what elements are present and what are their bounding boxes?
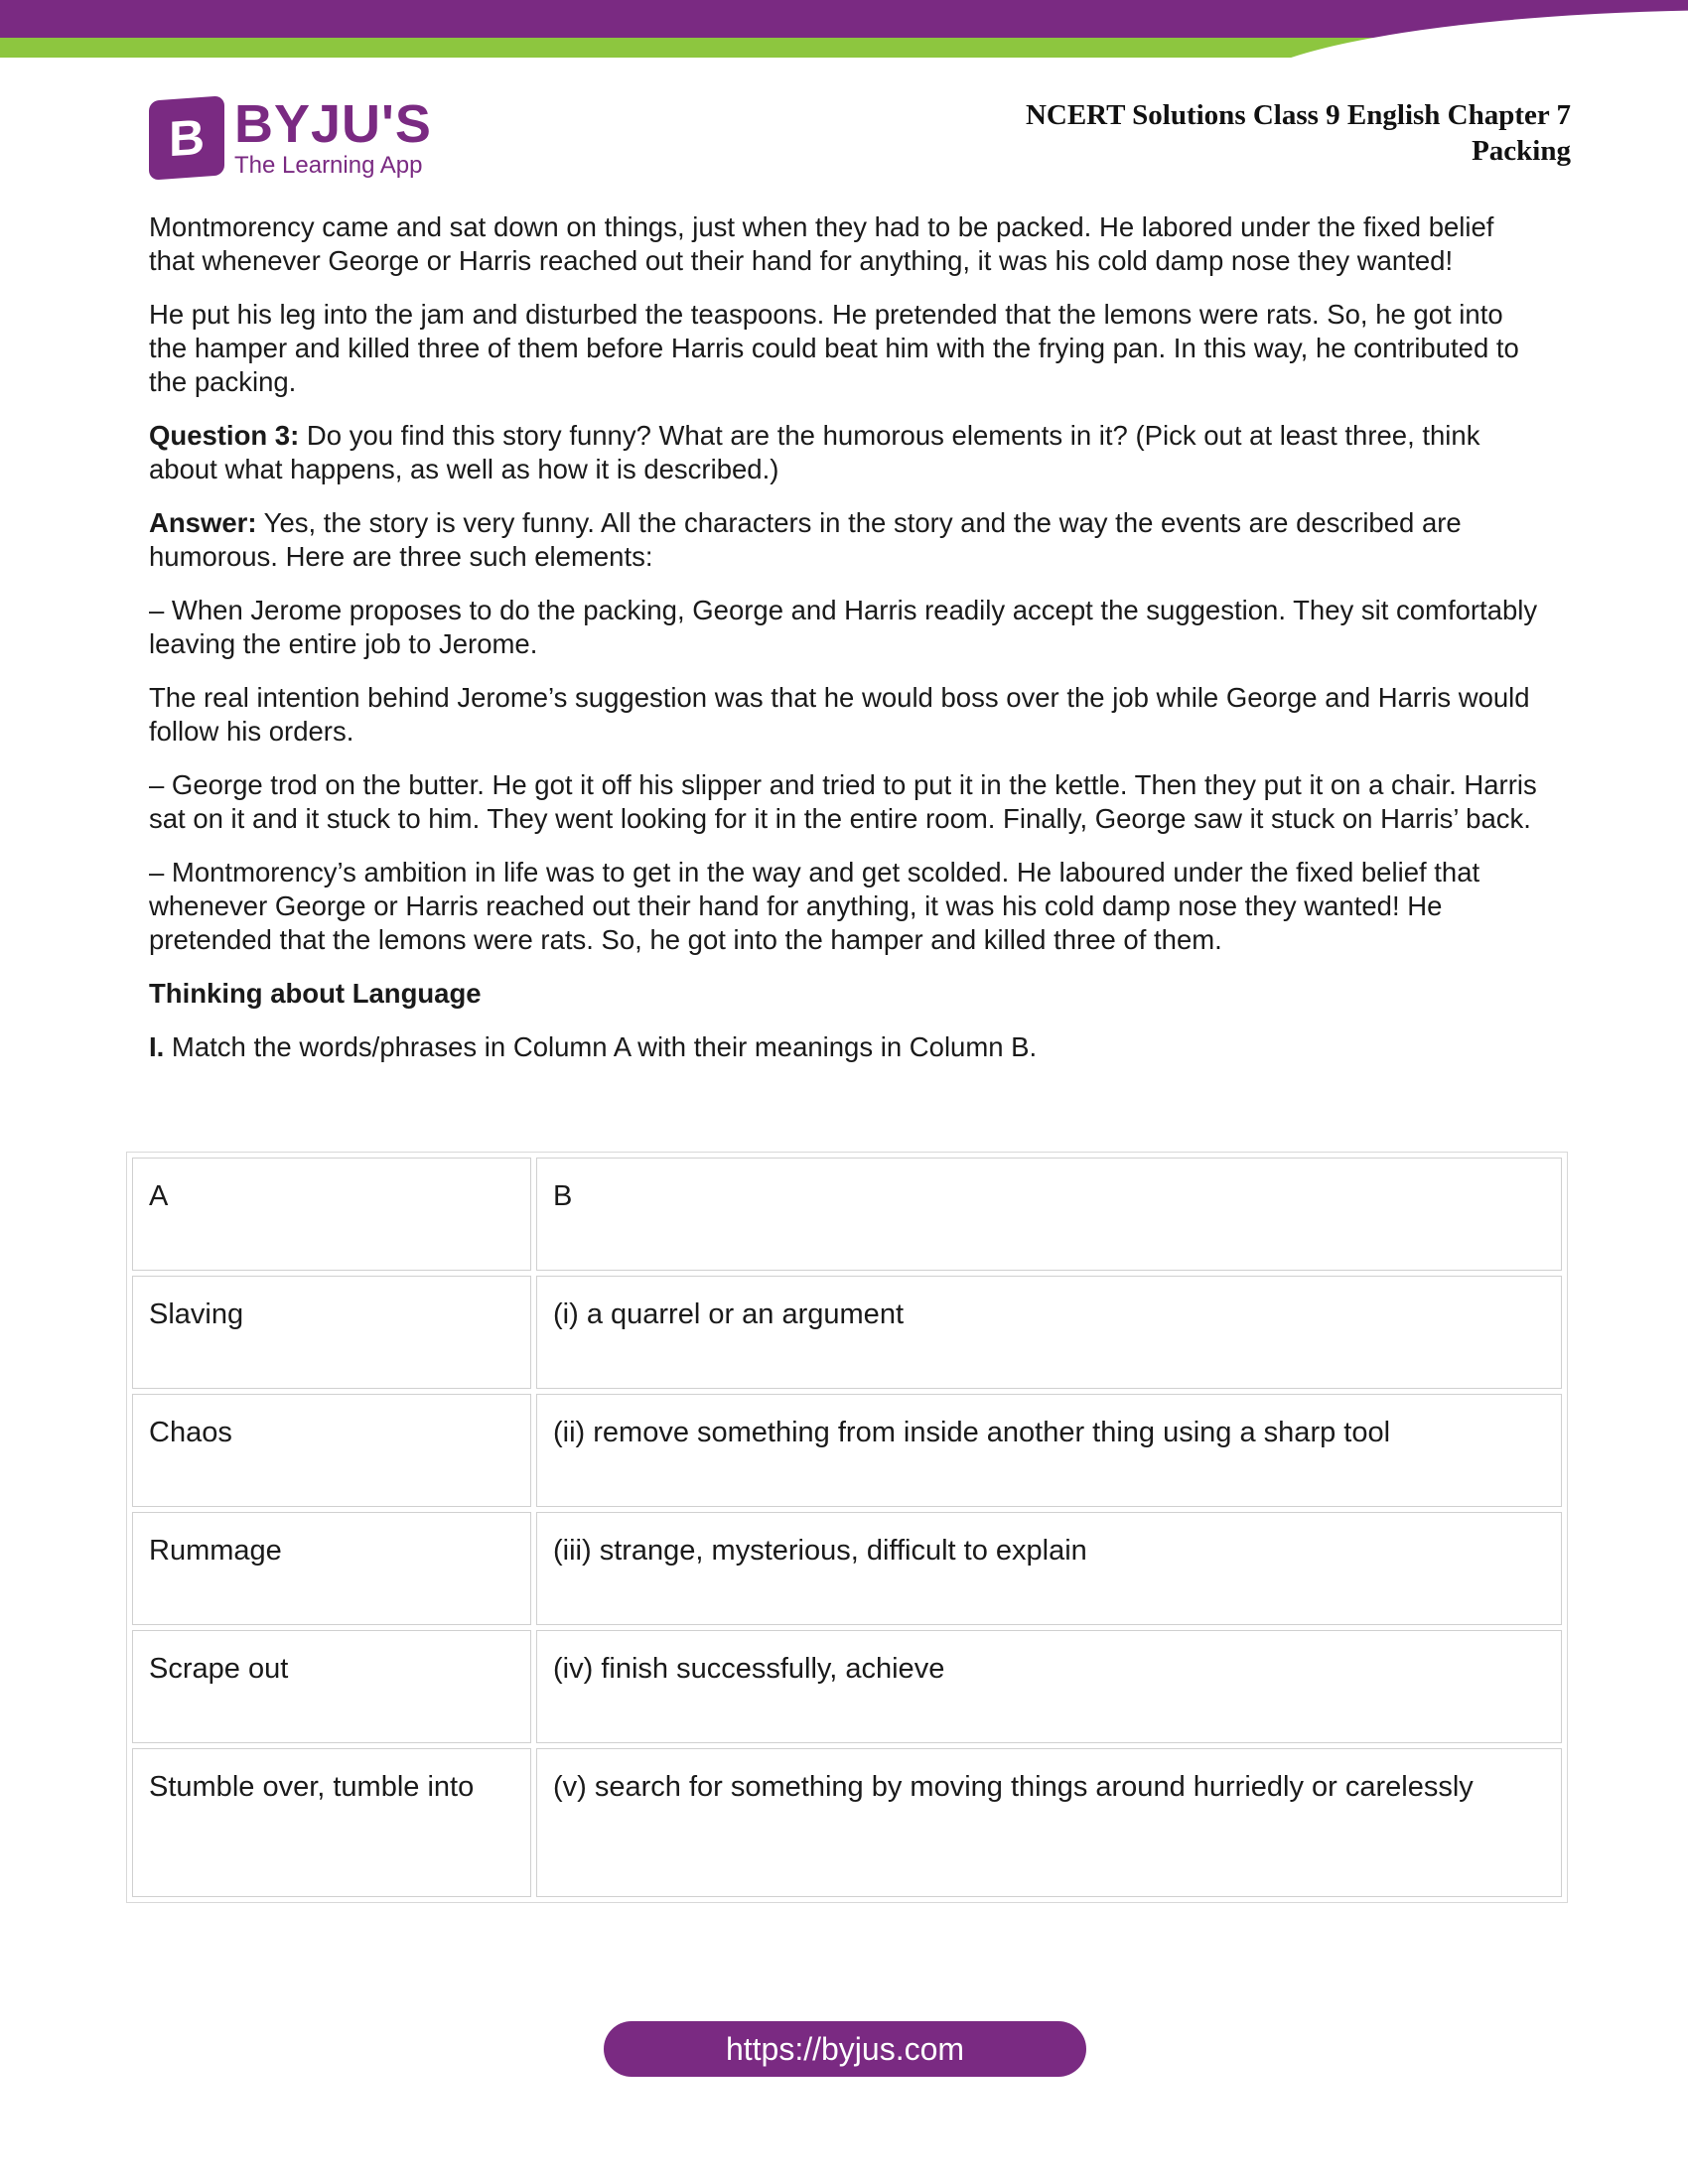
table-row: [132, 1748, 1562, 1897]
humor-element-1-detail: The real intention behind Jerome’s suggestion was that he would boss over the job while George and Harris would follow his orders.: [149, 682, 1530, 747]
column-a-cell: Scrape out: [132, 1630, 531, 1743]
logo-name: BYJU'S: [234, 94, 432, 154]
section-heading: Thinking about Language: [149, 978, 482, 1009]
header-title: NCERT Solutions Class 9 English Chapter 7: [1025, 99, 1571, 131]
answer: [149, 506, 1539, 574]
humor-element-2: – George trod on the butter. He got it off his slipper and tried to put it in the kettle. Then they put it on a chair. Harris sat on it and it stuck to him. They went looking for it in the entire room. Finally, George saw it stuck on Harris’ back.: [149, 769, 1537, 834]
answer-label: Answer:: [149, 507, 257, 538]
logo-mark-icon: [149, 95, 224, 180]
table-row: [132, 1394, 1562, 1507]
paragraph: He put his leg into the jam and disturbed the teaspoons. He pretended that the lemons were rats. So, he got into the hamper and killed three of them before Harris could beat him with the frying pan. In this way, he contributed to the packing.: [149, 299, 1519, 397]
page-header: [1026, 97, 1571, 169]
instruction-label: I.: [149, 1031, 165, 1062]
column-b-header: B: [536, 1158, 1562, 1271]
column-a-cell: Chaos: [132, 1394, 531, 1507]
top-decorative-band: [0, 0, 1688, 60]
byjus-logo: [149, 94, 432, 179]
logo-text: [234, 94, 432, 179]
logo-letter: B: [168, 108, 206, 168]
column-b-cell: (v) search for something by moving things around hurriedly or carelessly: [536, 1748, 1562, 1897]
footer-link-button[interactable]: [604, 2021, 1086, 2077]
question-label: Question 3:: [149, 420, 300, 451]
column-a-header: A: [132, 1158, 531, 1271]
header-subtitle: Packing: [1472, 135, 1571, 167]
column-b-cell: (i) a quarrel or an argument: [536, 1276, 1562, 1389]
paragraph: Montmorency came and sat down on things, just when they had to be packed. He labored under the fixed belief that whenever George or Harris reached out their hand for anything, it was his cold damp nose they wanted!: [149, 211, 1494, 276]
column-b-cell: (iv) finish successfully, achieve: [536, 1630, 1562, 1743]
humor-element-1: – When Jerome proposes to do the packing, George and Harris readily accept the suggestion. They sit comfortably leaving the entire job to Jerome.: [149, 595, 1538, 659]
column-b-cell: (ii) remove something from inside another thing using a sharp tool: [536, 1394, 1562, 1507]
column-a-cell: Slaving: [132, 1276, 531, 1389]
match-table: [126, 1152, 1568, 1903]
question-3: [149, 419, 1539, 486]
column-a-cell: Rummage: [132, 1512, 531, 1625]
table-row: [132, 1630, 1562, 1743]
table-row: [132, 1512, 1562, 1625]
logo-tagline: The Learning App: [234, 152, 423, 179]
table-header-row: [132, 1158, 1562, 1271]
question-text: Do you find this story funny? What are the humorous elements in it? (Pick out at least three, think about what happens, as well as how it is described.): [149, 420, 1480, 484]
table-row: [132, 1276, 1562, 1389]
match-instruction: [149, 1030, 1539, 1064]
answer-text: Yes, the story is very funny. All the characters in the story and the way the events are described are humorous. Here are three such elements:: [149, 507, 1462, 572]
column-b-cell: (iii) strange, mysterious, difficult to explain: [536, 1512, 1562, 1625]
column-a-cell: Stumble over, tumble into: [132, 1748, 531, 1897]
green-stripe: [0, 38, 1390, 58]
instruction-text: Match the words/phrases in Column A with their meanings in Column B.: [164, 1031, 1038, 1062]
humor-element-3: – Montmorency’s ambition in life was to get in the way and get scolded. He laboured under the fixed belief that whenever George or Harris reached out their hand for anything, it was his cold damp nose they wanted! He pretended that the lemons were rats. So, he got into the hamper and killed three of them.: [149, 857, 1480, 955]
document-body: [149, 210, 1539, 1084]
footer-url[interactable]: https://byjus.com: [725, 2030, 965, 2067]
